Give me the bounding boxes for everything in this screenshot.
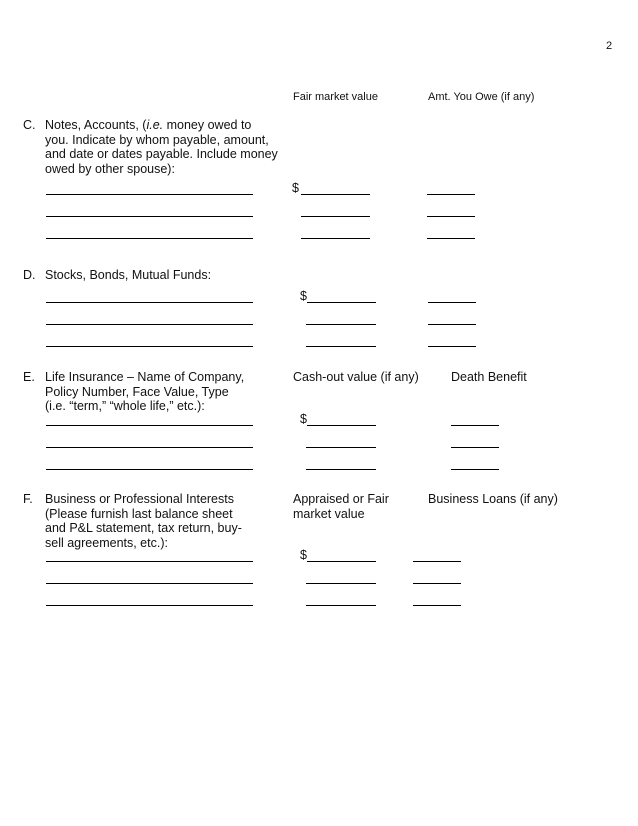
section-e-description-line-3[interactable]	[46, 469, 253, 470]
section-e-header-death-benefit: Death Benefit	[451, 370, 527, 384]
section-c-description-line-1[interactable]	[46, 194, 253, 195]
section-f-line-1: Business or Professional Interests	[45, 492, 234, 506]
section-d-value-line-1[interactable]	[307, 302, 376, 303]
page-number: 2	[606, 40, 613, 52]
section-d-owed-line-1[interactable]	[428, 302, 476, 303]
section-f-value-line-2[interactable]	[306, 583, 376, 584]
section-f-description-line-2[interactable]	[46, 583, 253, 584]
section-f-value-line-3[interactable]	[306, 605, 376, 606]
section-c-description-line-3[interactable]	[46, 238, 253, 239]
section-c-owed-line-3[interactable]	[427, 238, 475, 239]
section-c-owed-line-2[interactable]	[427, 216, 475, 217]
section-e-benefit-line-1[interactable]	[451, 425, 499, 426]
section-e-description-line-1[interactable]	[46, 425, 253, 426]
section-e-value-line-1[interactable]	[307, 425, 376, 426]
section-e-description	[45, 370, 244, 414]
section-c-owed-line-1[interactable]	[427, 194, 475, 195]
section-f-line-4: sell agreements, etc.):	[45, 535, 168, 550]
section-e-benefit-line-3[interactable]	[451, 469, 499, 470]
section-d-description-line-2[interactable]	[46, 324, 253, 325]
header-amount-owed: Amt. You Owe (if any)	[428, 91, 535, 103]
section-c-description	[45, 118, 278, 176]
section-f-description-line-3[interactable]	[46, 605, 253, 606]
section-f-loans-line-1[interactable]	[413, 561, 461, 562]
section-c-value-line-3[interactable]	[301, 238, 370, 239]
section-e-value-line-2[interactable]	[306, 447, 376, 448]
section-f-description-line-1[interactable]	[46, 561, 253, 562]
section-c-value-line-2[interactable]	[301, 216, 370, 217]
section-d-letter: D.	[23, 268, 36, 282]
section-e-benefit-line-2[interactable]	[451, 447, 499, 448]
section-d-value-line-3[interactable]	[306, 346, 376, 347]
section-c-description-line-2[interactable]	[46, 216, 253, 217]
section-e-letter: E.	[23, 370, 35, 384]
section-e-header-cash-out: Cash-out value (if any)	[293, 370, 419, 384]
section-f-loans-line-2[interactable]	[413, 583, 461, 584]
section-e-line-2: Policy Number, Face Value, Type	[45, 384, 229, 399]
section-d-description-line-1[interactable]	[46, 302, 253, 303]
section-f-description	[45, 492, 242, 550]
section-d-currency: $	[300, 289, 307, 303]
section-e-line-3: (i.e. “term,” “whole life,” etc.):	[45, 399, 205, 413]
section-c-line-2: you. Indicate by whom payable, amount,	[45, 132, 269, 147]
section-e-currency: $	[300, 412, 307, 426]
section-d-owed-line-3[interactable]	[428, 346, 476, 347]
section-c-line-1: Notes, Accounts, (i.e. money owed to	[45, 118, 252, 132]
section-e-value-line-3[interactable]	[306, 469, 376, 470]
section-c-currency: $	[292, 181, 299, 195]
section-d-owed-line-2[interactable]	[428, 324, 476, 325]
section-c-letter: C.	[23, 118, 36, 132]
section-c-value-line-1[interactable]	[301, 194, 370, 195]
section-e-line-1: Life Insurance – Name of Company,	[45, 370, 245, 384]
section-f-header-appraised-line-2: market value	[293, 506, 365, 521]
section-f-header-business-loans: Business Loans (if any)	[428, 492, 558, 506]
section-f-header-appraised	[293, 492, 389, 521]
section-d-description-line-3[interactable]	[46, 346, 253, 347]
section-f-letter: F.	[23, 492, 33, 506]
section-c-line-4: owed by other spouse):	[45, 161, 175, 176]
section-c-line-3: and date or dates payable. Include money	[45, 147, 278, 161]
section-e-description-line-2[interactable]	[46, 447, 253, 448]
section-f-line-2: (Please furnish last balance sheet	[45, 506, 233, 521]
section-f-currency: $	[300, 548, 307, 562]
section-d-value-line-2[interactable]	[306, 324, 376, 325]
header-fair-market-value: Fair market value	[293, 91, 378, 103]
section-d-label: Stocks, Bonds, Mutual Funds:	[45, 268, 212, 282]
section-f-value-line-1[interactable]	[307, 561, 376, 562]
section-f-line-3: and P&L statement, tax return, buy-	[45, 521, 242, 535]
section-f-loans-line-3[interactable]	[413, 605, 461, 606]
section-f-header-appraised-line-1: Appraised or Fair	[293, 492, 389, 506]
